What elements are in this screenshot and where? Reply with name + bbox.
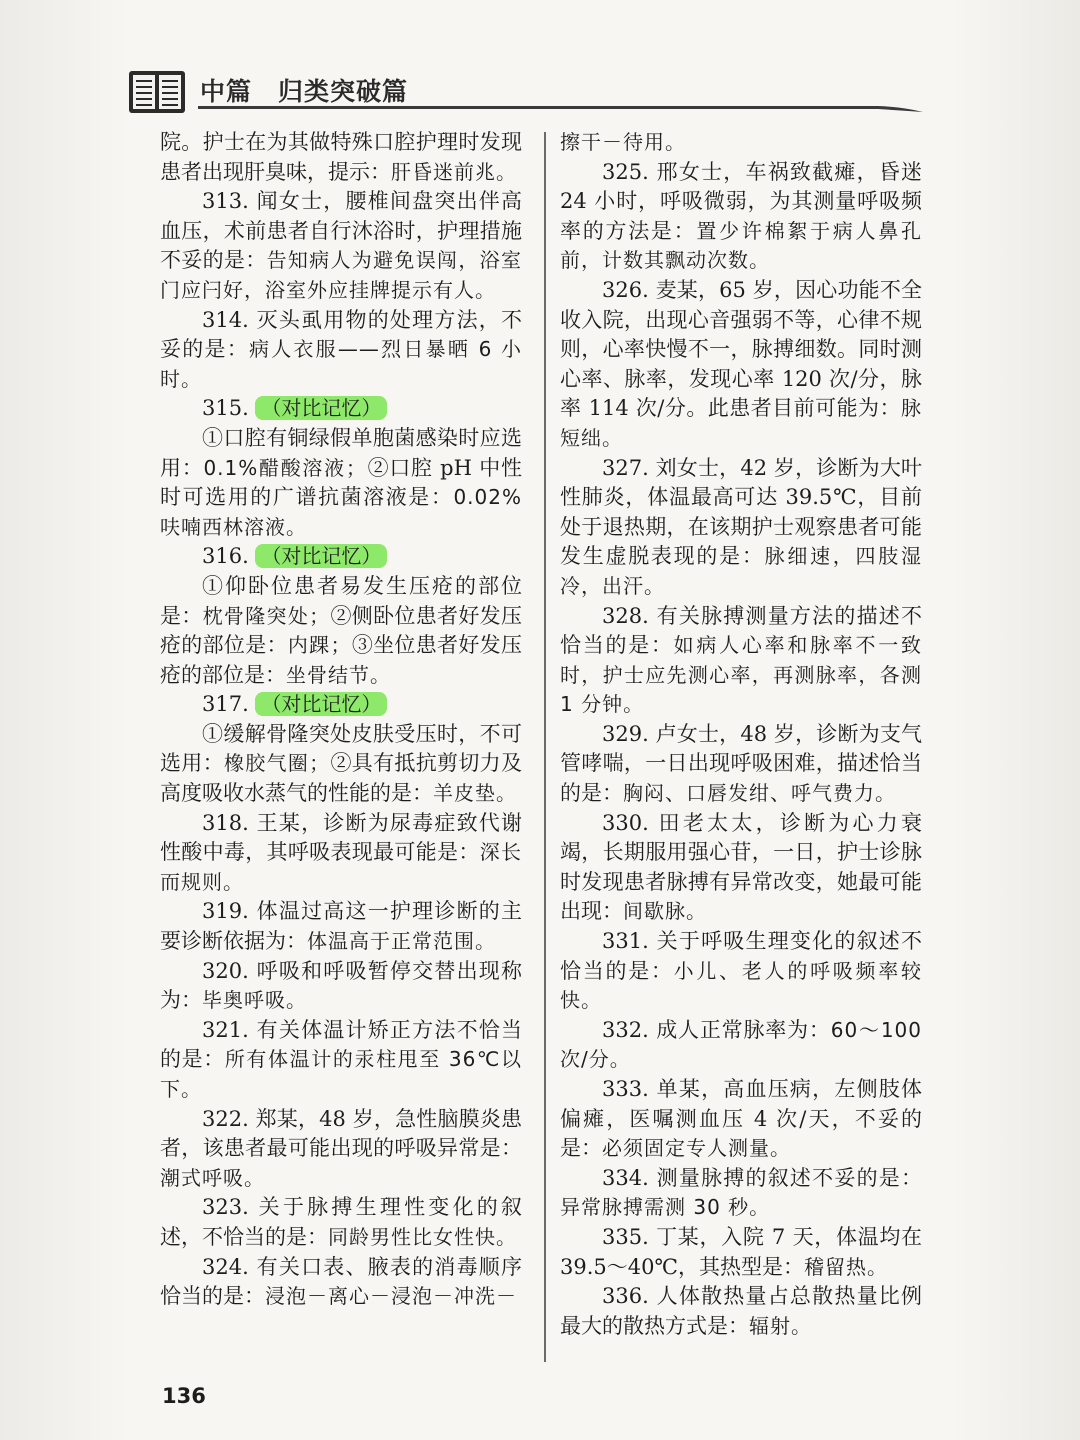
question-number: 320. xyxy=(202,958,257,983)
answer-text: 毕奥呼吸。 xyxy=(202,988,307,1013)
question-number: 336. xyxy=(602,1284,657,1309)
section-heading xyxy=(160,542,522,572)
question-number: 313. xyxy=(202,189,257,214)
page-number: 136 xyxy=(162,1384,206,1408)
answer-text: 擦干－待用。 xyxy=(560,130,686,154)
header-title: 中篇 归类突破篇 xyxy=(200,77,409,106)
question-text: ②侧卧位患者好发压疮的部位是： xyxy=(160,603,522,658)
answer-text: 间歇脉。 xyxy=(623,899,707,924)
question-text: 郑某，48 岁，急性脑膜炎患者，该患者最可能出现的呼吸异常是： xyxy=(160,1106,522,1161)
answer-text: 小儿、老人的呼吸频率较快。 xyxy=(560,958,923,1013)
question-number: 321. xyxy=(202,1017,257,1042)
question-item xyxy=(560,158,922,276)
question-number: 328. xyxy=(602,603,657,628)
left-column xyxy=(160,128,522,1312)
question-text: ③坐位患者好发压疮的部位是： xyxy=(160,633,522,687)
answer-text: 0.02%呋喃西林溶液。 xyxy=(160,485,522,539)
question-number: 325. xyxy=(602,159,657,184)
answer-text: 肝昏迷前兆。 xyxy=(391,159,517,184)
question-item xyxy=(560,720,922,809)
question-text: ②口腔 pH 中性时可选用的广谱抗菌溶液是： xyxy=(160,455,523,510)
question-text: 灭头虱用物的处理方法，不妥的是： xyxy=(160,307,523,362)
question-text: 关于呼吸生理变化的叙述不恰当的是： xyxy=(560,929,923,983)
question-number: 330. xyxy=(602,810,659,835)
question-number: 334. xyxy=(602,1165,657,1190)
question-text: 邢女士，车祸致截瘫，昏迷 24 小时，呼吸微弱，为其测量呼吸频率的方法是： xyxy=(560,159,923,243)
question-number: 326. xyxy=(602,277,656,302)
question-number: 318. xyxy=(202,810,257,835)
question-item xyxy=(160,1105,522,1194)
question-text: 测量脉搏的叙述不妥的是： xyxy=(656,1165,923,1190)
answer-text: 同龄男性比女性快。 xyxy=(328,1224,517,1249)
highlight-tag: （对比记忆） xyxy=(255,692,387,716)
answer-text: 脉细速，四肢湿冷，出汗。 xyxy=(560,544,923,598)
question-item xyxy=(560,1075,922,1164)
answer-text: 橡胶气圈； xyxy=(223,751,331,776)
question-item xyxy=(160,1193,522,1252)
question-item xyxy=(160,957,522,1016)
answer-text: 脉短绌。 xyxy=(560,396,922,450)
question-text: 有关脉搏测量方法的描述不恰当的是： xyxy=(560,603,923,658)
question-item xyxy=(560,1282,922,1341)
question-item xyxy=(160,1253,522,1312)
question-item xyxy=(560,276,922,454)
question-number: 332. xyxy=(602,1017,657,1042)
question-item xyxy=(560,927,922,1016)
column-divider xyxy=(544,132,546,1362)
book-icon xyxy=(128,70,186,114)
question-number: 319. xyxy=(202,899,257,924)
question-number: 314. xyxy=(202,307,257,332)
question-number: 315. xyxy=(202,396,256,421)
question-text: ①口腔有铜绿假单胞菌感染时应选用： xyxy=(160,425,522,480)
question-text: 麦某，65 岁，因心功能不全收入院，出现心音强弱不等，心律不规则，心率快慢不一，脉搏细数。同时测心率、脉率，发现心率 120 次/分，脉率 114 次/分。此患者目前可能为： xyxy=(560,277,922,421)
question-text: 有关口表、腋表的消毒顺序恰当的是： xyxy=(160,1254,523,1309)
question-number: 335. xyxy=(602,1224,657,1249)
answer-text: 辐射。 xyxy=(749,1313,812,1338)
question-text: 关于脉搏生理性变化的叙述，不恰当的是： xyxy=(160,1195,523,1249)
question-item xyxy=(160,809,522,898)
highlight-tag: （对比记忆） xyxy=(255,396,387,420)
answer-text: 羊皮垫。 xyxy=(433,781,517,806)
question-item xyxy=(160,572,522,690)
question-item xyxy=(560,1223,922,1282)
question-text: ②具有抵抗剪切力及高度吸收水蒸气的性能的是： xyxy=(160,751,522,806)
question-text: 成人正常脉率为： xyxy=(656,1017,831,1042)
question-text: 卢女士，48 岁，诊断为支气管哮喘，一日出现呼吸困难，描述恰当的是： xyxy=(560,721,922,806)
question-item xyxy=(560,602,922,720)
question-number: 329. xyxy=(602,721,656,746)
right-column xyxy=(560,128,922,1341)
question-item xyxy=(160,128,522,187)
question-number: 316. xyxy=(202,544,256,569)
question-number: 327. xyxy=(602,455,656,480)
section-heading xyxy=(160,394,522,424)
answer-text: 所有体温计的汞柱甩至 36℃以下。 xyxy=(160,1047,522,1101)
answer-text: 0.1%醋酸溶液； xyxy=(203,455,367,480)
question-text: 田老太太，诊断为心力衰竭，长期服用强心苷，一日，护士诊脉时发现患者脉搏有异常改变，她最可能出现： xyxy=(560,810,923,924)
question-number: 324. xyxy=(202,1254,257,1279)
answer-text: 潮式呼吸。 xyxy=(160,1165,265,1190)
answer-text: 如病人心率和脉率不一致时，护士应先测心率，再测脉率，各测 1 分钟。 xyxy=(560,633,923,717)
question-text: ①仰卧位患者易发生压疮的部位是： xyxy=(160,573,522,628)
answer-text: 病人衣服——烈日暴晒 6 小时。 xyxy=(160,337,522,391)
question-text: 体温过高这一护理诊断的主要诊断依据为： xyxy=(160,899,523,954)
answer-text: 体温高于正常范围。 xyxy=(307,929,496,954)
answer-text: 必须固定专人测量。 xyxy=(602,1136,791,1161)
question-text: 刘女士，42 岁，诊断为大叶性肺炎，体温最高可达 39.5℃，目前处于退热期，在该期护士观察患者可能发生虚脱表现的是： xyxy=(560,455,922,569)
question-text: 单某，高血压病，左侧肢体偏瘫，医嘱测血压 4 次/天，不妥的是： xyxy=(560,1077,923,1161)
question-number: 331. xyxy=(602,929,657,954)
question-number: 333. xyxy=(602,1077,657,1101)
question-number: 323. xyxy=(202,1195,259,1220)
answer-text: 深长而规则。 xyxy=(160,840,522,894)
question-item xyxy=(160,424,522,542)
answer-text: 胸闷、口唇发绀、呼气费力。 xyxy=(623,781,896,806)
answer-text: 异常脉搏需测 30 秒。 xyxy=(560,1195,771,1220)
answer-text: 告知病人为避免误闯，浴室门应闩好，浴室外应挂牌提示有人。 xyxy=(160,248,522,302)
question-item xyxy=(560,1016,922,1075)
answer-text: 稽留热。 xyxy=(803,1254,888,1279)
header-rule xyxy=(198,104,923,112)
question-item xyxy=(160,720,522,809)
question-text: ①缓解骨隆突处皮肤受压时，不可选用： xyxy=(160,721,522,776)
question-text: 人体散热量占总散热量比例最大的散热方式是： xyxy=(560,1284,923,1338)
answer-text: 60～100 次/分。 xyxy=(560,1017,922,1072)
answer-text: 置少许棉絮于病人鼻孔前，计数其飘动次数。 xyxy=(560,218,923,273)
question-text: 丁某，入院 7 天，体温均在 39.5～40℃，其热型是： xyxy=(560,1224,922,1279)
question-item xyxy=(160,187,522,305)
question-text: 呼吸和呼吸暂停交替出现称为： xyxy=(160,958,523,1013)
question-item xyxy=(560,809,922,927)
question-number: 322. xyxy=(202,1106,256,1131)
highlight-tag: （对比记忆） xyxy=(255,544,387,568)
answer-text: 枕骨隆突处； xyxy=(202,603,331,628)
question-text: 王某，诊断为尿毒症致代谢性酸中毒，其呼吸表现最可能是： xyxy=(160,810,523,865)
section-heading xyxy=(160,690,522,720)
question-item xyxy=(560,1164,922,1223)
question-item xyxy=(560,128,922,158)
question-item xyxy=(160,306,522,395)
answer-text: 坐骨结节。 xyxy=(286,662,391,687)
question-item xyxy=(560,454,922,602)
question-text: 有关体温计矫正方法不恰当的是： xyxy=(160,1017,523,1072)
page-header xyxy=(128,70,918,116)
question-item xyxy=(160,897,522,956)
question-text: 闻女士，腰椎间盘突出伴高血压，术前患者自行沐浴时，护理措施不妥的是： xyxy=(160,189,523,273)
answer-text: 浸泡－离心－浸泡－冲洗－ xyxy=(265,1284,517,1309)
question-item xyxy=(160,1016,522,1105)
question-number: 317. xyxy=(202,692,256,717)
answer-text: 内踝； xyxy=(287,633,352,658)
question-text: 院。护士在为其做特殊口腔护理时发现患者出现肝臭味，提示： xyxy=(160,130,522,184)
